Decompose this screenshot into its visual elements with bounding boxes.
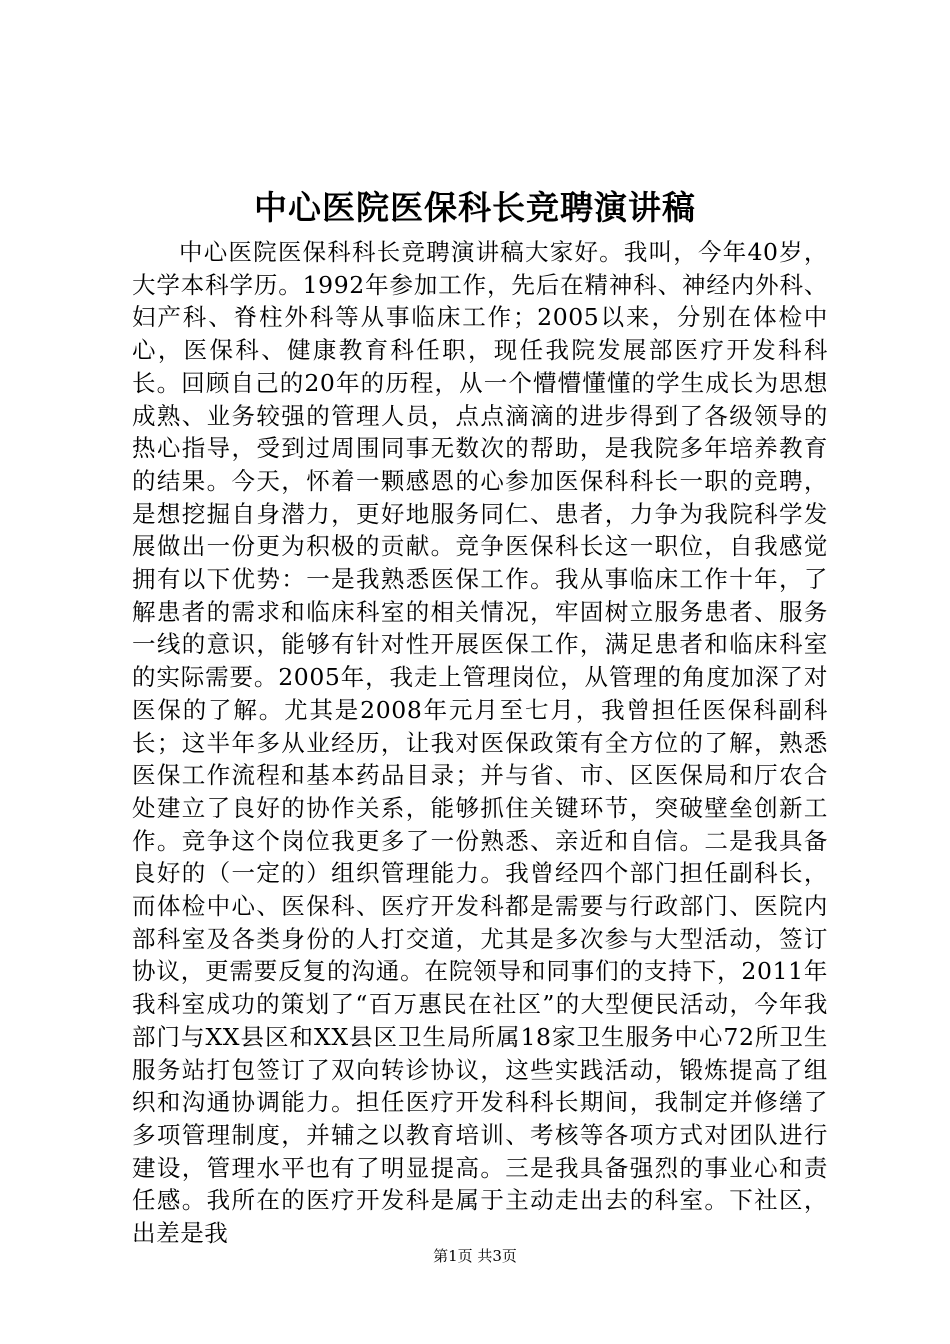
document-title: 中心医院医保科长竞聘演讲稿 xyxy=(254,188,696,227)
document-body: 中心医院医保科科长竞聘演讲稿大家好。我叫，今年40岁，大学本科学历。1992年参加工作，先后在精神科、神经内外科、妇产科、脊柱外科等从事临床工作；2005以来，分别在体检中心，医保科、健康教育科任职，现任我院发展部医疗开发科科长。回顾自己的20年的历程，从一个懵懵懂懂的学生成长为思想成熟、业务较强的管理人员，点点滴滴的进步得到了各级领导的热心指导，受到过周围同事无数次的帮助，是我院多年培养教育的结果。今天，怀着一颗感恩的心参加医保科科长一职的竞聘，是想挖掘自身潜力，更好地服务同仁、患者，力争为我院科学发展做出一份更为积极的贡献。竞争医保科长这一职位，自我感觉拥有以下优势：一是我熟悉医保工作。我从事临床工作十年，了解患者的需求和临床科室的相关情况，牢固树立服务患者、服务一线的意识，能够有针对性开展医保工作，满足患者和临床科室的实际需要。2005年，我走上管理岗位，从管理的角度加深了对医保的了解。尤其是2008年元月至七月，我曾担任医保科副科长；这半年多从业经历，让我对医保政策有全方位的了解，熟悉医保工作流程和基本药品目录；并与省、市、区医保局和厅农合处建立了良好的协作关系，能够抓住关键环节，突破壁垒创新工作。竞争这个岗位我更多了一份熟悉、亲近和自信。二是我具备良好的（一定的）组织管理能力。我曾经四个部门担任副科长，而体检中心、医保科、医疗开发科都是需要与行政部门、医院内部科室及各类身份的人打交道，尤其是多次参与大型活动，签订协议，更需要反复的沟通。在院领导和同事们的支持下，2011年我科室成功的策划了“百万惠民在社区”的大型便民活动，今年我部门与XX县区和XX县区卫生局所属18家卫生服务中心72所卫生服务站打包签订了双向转诊协议，这些实践活动，锻炼提高了组织和沟通协调能力。担任医疗开发科科长期间，我制定并修缮了多项管理制度，并辅之以教育培训、考核等各项方式对团队进行建设，管理水平也有了明显提高。三是我具备强烈的事业心和责任感。我所在的医疗开发科是属于主动走出去的科室。下社区，出差是我 xyxy=(132,238,828,1248)
page-number-footer: 第1页 共3页 xyxy=(433,1247,517,1265)
